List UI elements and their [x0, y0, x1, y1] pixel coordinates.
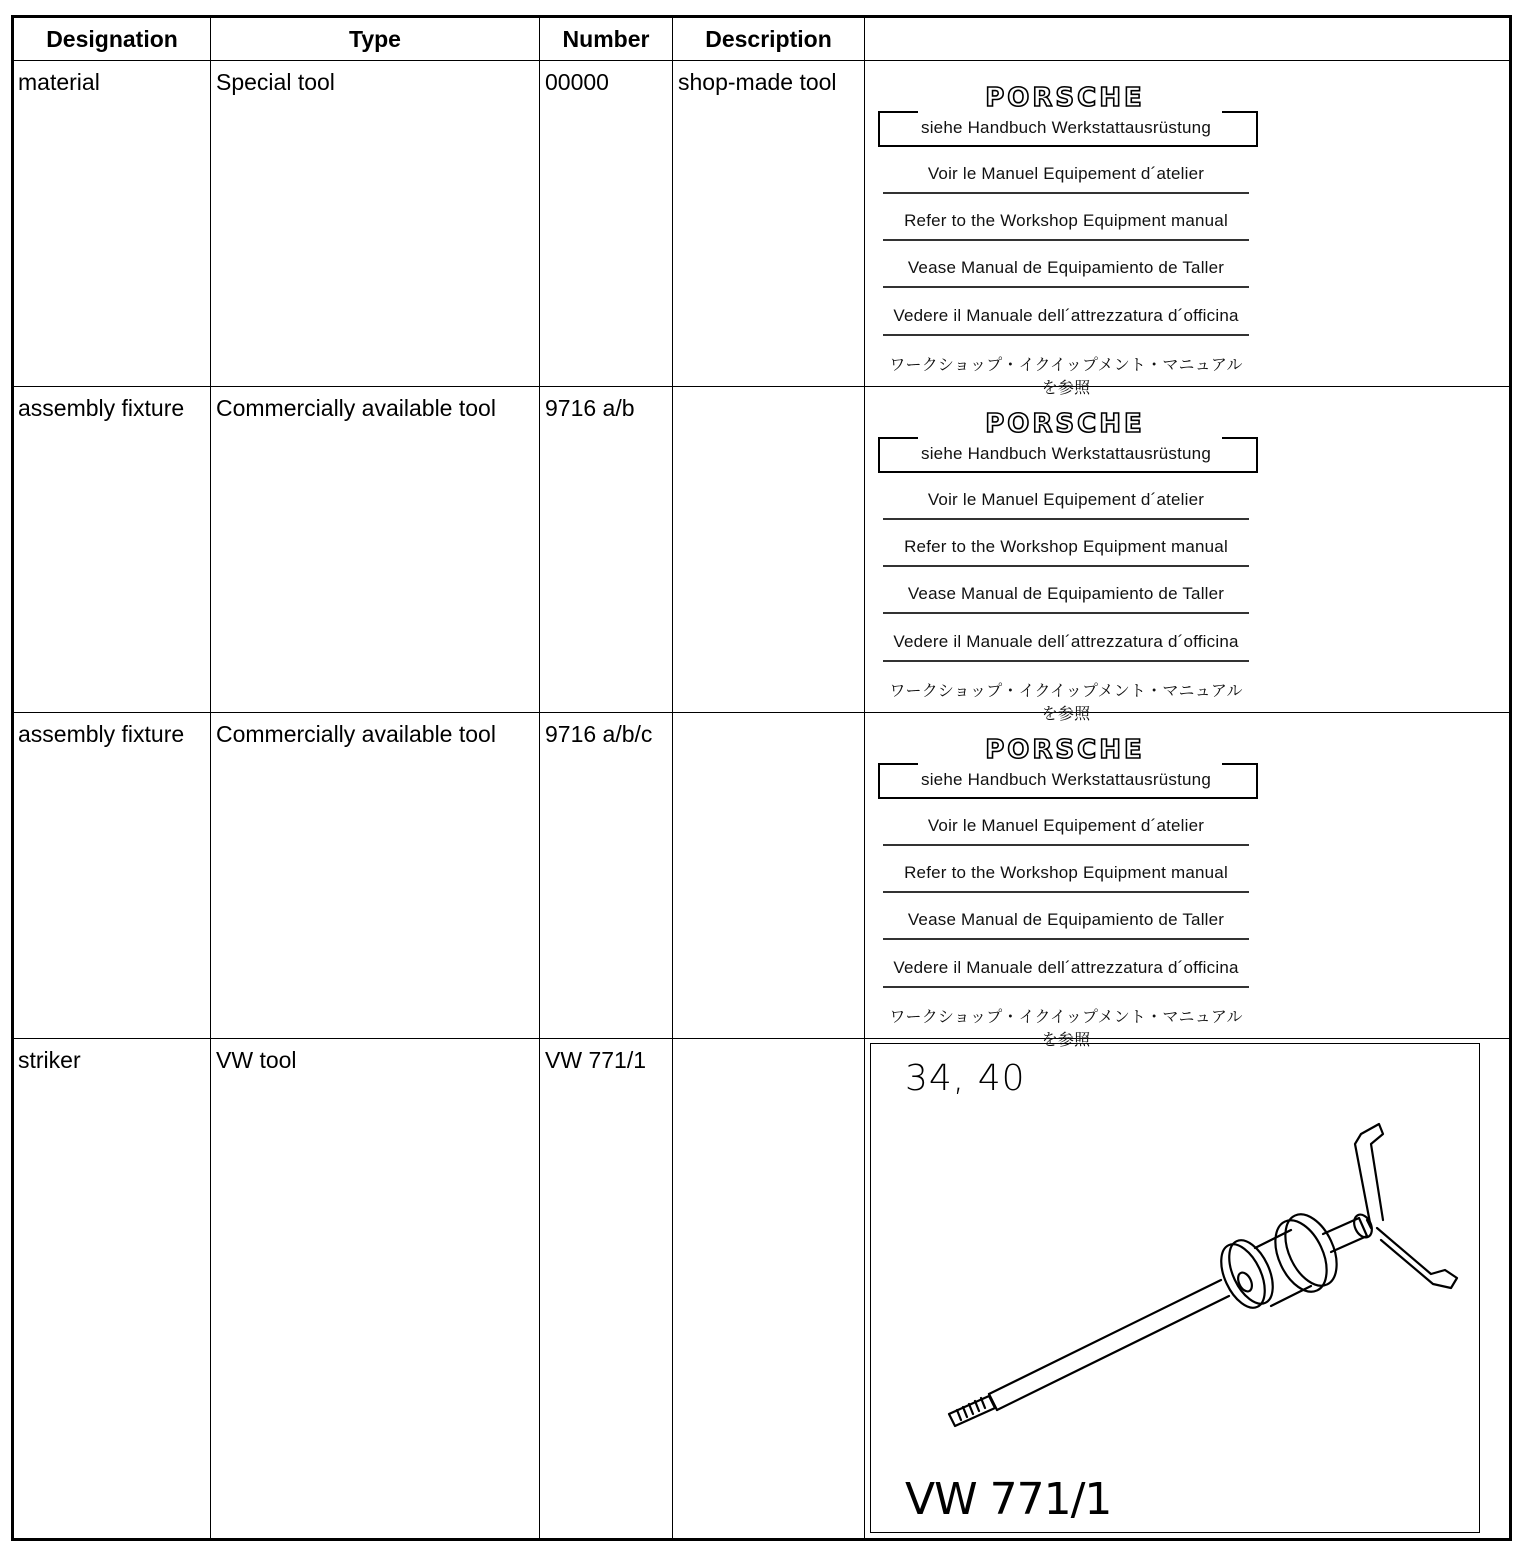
header-description: Description [705, 25, 832, 52]
plate-line-de: siehe Handbuch Werkstattausrüstung [921, 770, 1211, 789]
porsche-reference-plate [875, 728, 1265, 1049]
porsche-logo [945, 84, 1185, 110]
plate-rule [883, 239, 1249, 241]
cell-designation: assembly fixture [18, 721, 185, 747]
cell-number: 9716 a/b [545, 395, 635, 421]
column-divider [672, 18, 673, 1538]
cell-designation: striker [18, 1047, 81, 1073]
cell-number: VW 771/1 [545, 1047, 646, 1073]
tool-drawing [870, 1043, 1480, 1533]
plate-rule [883, 612, 1249, 614]
plate-rule [883, 660, 1249, 662]
plate-rule [883, 938, 1249, 940]
porsche-logo [945, 410, 1185, 436]
plate-line-en: Refer to the Workshop Equipment manual [904, 863, 1228, 882]
plate-line-es: Vease Manual de Equipamiento de Taller [907, 584, 1225, 603]
plate-line-de: siehe Handbuch Werkstattausrüstung [921, 118, 1211, 137]
plate-rule [883, 286, 1249, 288]
plate-line-ja: ワークショップ・イクイップメント・マニュアルを参照 [889, 357, 1243, 397]
porsche-logo [945, 736, 1185, 762]
row-divider [14, 386, 1509, 387]
cell-designation: material [18, 69, 100, 95]
plate-rule [883, 334, 1249, 336]
plate-line-fr: Voir le Manuel Equipement d´atelier [927, 816, 1205, 835]
plate-line-it: Vedere il Manuale dell´attrezzatura d´officina [893, 958, 1239, 977]
header-number: Number [562, 25, 650, 52]
cell-type: Special tool [216, 69, 335, 95]
svg-text:PORSCHE: PORSCHE [985, 736, 1145, 762]
cell-type: Commercially available tool [216, 395, 496, 421]
plate-line-fr: Voir le Manuel Equipement d´atelier [927, 164, 1205, 183]
tool-reference-numbers: 34, 40 [905, 1058, 1026, 1099]
cell-type: Commercially available tool [216, 721, 496, 747]
column-divider [539, 18, 540, 1538]
plate-line-ja: ワークショップ・イクイップメント・マニュアルを参照 [889, 683, 1243, 723]
row-divider [14, 1038, 1509, 1039]
plate-line-es: Vease Manual de Equipamiento de Taller [907, 910, 1225, 929]
header-type: Type [349, 25, 401, 52]
header-designation: Designation [46, 25, 178, 52]
porsche-reference-plate [875, 76, 1265, 397]
striker-tool-illustration [871, 1044, 1479, 1532]
svg-text:PORSCHE: PORSCHE [985, 84, 1145, 110]
cell-description: shop-made tool [678, 69, 837, 95]
plate-line-fr: Voir le Manuel Equipement d´atelier [927, 490, 1205, 509]
plate-rule [883, 192, 1249, 194]
svg-text:PORSCHE: PORSCHE [985, 410, 1145, 436]
plate-line-it: Vedere il Manuale dell´attrezzatura d´officina [893, 306, 1239, 325]
plate-line-en: Refer to the Workshop Equipment manual [904, 537, 1228, 556]
plate-line-ja: ワークショップ・イクイップメント・マニュアルを参照 [889, 1009, 1243, 1049]
cell-number: 00000 [545, 69, 609, 95]
tool-label: VW 771/1 [905, 1474, 1112, 1525]
plate-line-en: Refer to the Workshop Equipment manual [904, 211, 1228, 230]
plate-rule [883, 891, 1249, 893]
plate-line-de: siehe Handbuch Werkstattausrüstung [921, 444, 1211, 463]
cell-number: 9716 a/b/c [545, 721, 653, 747]
plate-rule [883, 565, 1249, 567]
plate-rule [883, 518, 1249, 520]
plate-rule [883, 986, 1249, 988]
row-divider [14, 712, 1509, 713]
plate-rule [883, 844, 1249, 846]
row-divider [14, 60, 1509, 61]
plate-line-es: Vease Manual de Equipamiento de Taller [907, 258, 1225, 277]
plate-line-it: Vedere il Manuale dell´attrezzatura d´officina [893, 632, 1239, 651]
column-divider [210, 18, 211, 1538]
column-divider [864, 18, 865, 1538]
cell-type: VW tool [216, 1047, 297, 1073]
cell-designation: assembly fixture [18, 395, 185, 421]
porsche-reference-plate [875, 402, 1265, 723]
